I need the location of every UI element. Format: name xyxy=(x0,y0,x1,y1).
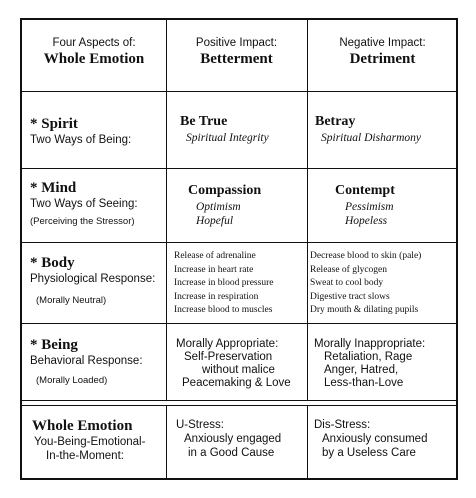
being-positive-line: Morally Appropriate: xyxy=(176,338,279,350)
being-negative-line: Retaliation, Rage xyxy=(324,351,413,363)
being-positive-line: Peacemaking & Love xyxy=(182,377,291,389)
header-col2 xyxy=(166,36,307,68)
body-positive-item: Release of adrenaline xyxy=(174,251,256,261)
being-title: * Being xyxy=(30,337,78,353)
header-col1-title: Whole Emotion xyxy=(43,51,145,67)
spirit-subtitle: Two Ways of Being: xyxy=(30,134,132,146)
being-negative xyxy=(314,338,425,390)
body-negative-item: Sweat to cool body xyxy=(310,278,384,288)
header-col1 xyxy=(22,36,166,68)
body-negative-item: Release of glycogen xyxy=(310,264,388,275)
being-negative-line: Less-than-Love xyxy=(324,377,404,389)
header-col1-line1: Four Aspects of: xyxy=(52,37,136,49)
body-label xyxy=(30,255,155,308)
mind-label xyxy=(30,180,138,229)
mind-positive-sub2: Hopeful xyxy=(196,215,234,227)
spirit-positive-title: Be True xyxy=(180,114,228,129)
whole-label xyxy=(32,418,145,463)
mind-negative xyxy=(307,182,458,228)
spirit-positive-sub: Spiritual Integrity xyxy=(186,132,269,144)
being-note: (Morally Loaded) xyxy=(36,375,108,386)
body-positive-list xyxy=(174,250,273,318)
spirit-positive xyxy=(180,113,269,145)
being-subtitle: Behavioral Response: xyxy=(30,355,143,367)
body-note: (Morally Neutral) xyxy=(36,295,107,306)
row-divider-2 xyxy=(22,168,456,169)
header-col3 xyxy=(307,36,458,68)
mind-negative-sub1: Pessimism xyxy=(345,201,394,213)
spirit-label xyxy=(30,116,131,147)
body-positive-item: Increase in respiration xyxy=(174,291,259,302)
whole-positive xyxy=(176,418,281,460)
mind-positive-title: Compassion xyxy=(188,183,262,198)
mind-negative-title: Contempt xyxy=(335,183,395,198)
spirit-negative xyxy=(315,113,421,145)
whole-positive-line: in a Good Cause xyxy=(188,447,275,459)
body-negative-item: Digestive tract slows xyxy=(310,291,390,302)
being-positive-line: Self-Preservation xyxy=(184,351,273,363)
whole-title: Whole Emotion xyxy=(32,418,133,434)
row-divider-1 xyxy=(22,91,456,92)
being-negative-line: Morally Inappropriate: xyxy=(314,338,426,350)
emotion-table xyxy=(20,18,458,480)
row-divider-double xyxy=(22,400,456,406)
being-label xyxy=(30,337,143,388)
whole-negative xyxy=(314,418,427,460)
body-positive-item: Increase blood to muscles xyxy=(174,305,273,315)
whole-positive-line: U-Stress: xyxy=(176,419,224,431)
spirit-negative-sub: Spiritual Disharmony xyxy=(321,132,421,144)
being-positive-line: without malice xyxy=(202,364,275,376)
body-negative-item: Dry mouth & dilating pupils xyxy=(310,305,419,315)
spirit-negative-title: Betray xyxy=(315,114,356,129)
being-positive xyxy=(176,338,291,390)
body-positive-item: Increase in blood pressure xyxy=(174,278,274,288)
mind-negative-sub2: Hopeless xyxy=(345,215,388,227)
whole-subtitle-2: In-the-Moment: xyxy=(46,450,124,462)
whole-positive-line: Anxiously engaged xyxy=(184,433,282,445)
mind-title: * Mind xyxy=(30,180,77,196)
header-col3-line1: Negative Impact: xyxy=(339,37,426,49)
spirit-title: * Spirit xyxy=(30,116,78,132)
being-negative-line: Anger, Hatred, xyxy=(324,364,399,376)
whole-negative-line: Dis-Stress: xyxy=(314,419,371,431)
whole-negative-line: by a Useless Care xyxy=(322,447,416,459)
mind-note: (Perceiving the Stressor) xyxy=(30,216,135,227)
row-divider-3 xyxy=(22,242,456,243)
header-col3-title: Detriment xyxy=(349,51,416,67)
body-subtitle: Physiological Response: xyxy=(30,273,156,285)
header-col2-line1: Positive Impact: xyxy=(195,37,278,49)
row-divider-4 xyxy=(22,323,456,324)
header-col2-title: Betterment xyxy=(200,51,273,67)
whole-negative-line: Anxiously consumed xyxy=(322,433,428,445)
column-divider-2 xyxy=(307,20,308,478)
whole-subtitle-1: You-Being-Emotional- xyxy=(34,436,146,448)
mind-subtitle: Two Ways of Seeing: xyxy=(30,198,138,210)
body-negative-item: Decrease blood to skin (pale) xyxy=(310,251,422,261)
body-negative-list xyxy=(310,250,421,318)
mind-positive xyxy=(166,182,307,228)
body-title: * Body xyxy=(30,255,75,271)
column-divider-1 xyxy=(166,20,167,478)
body-positive-item: Increase in heart rate xyxy=(174,264,254,275)
mind-positive-sub1: Optimism xyxy=(196,201,241,213)
